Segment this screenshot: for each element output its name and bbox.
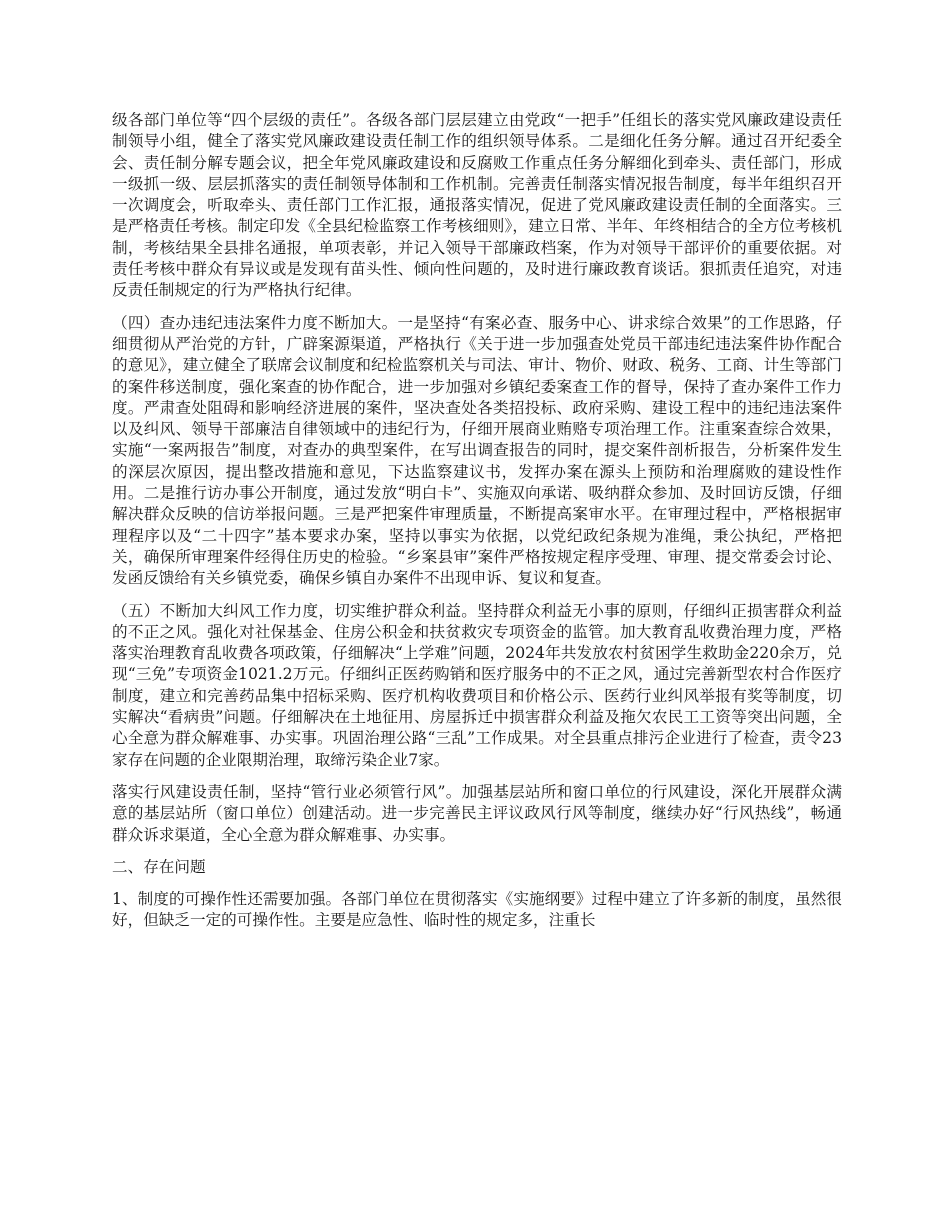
paragraph-responsibility-system: 级各部门单位等“四个层级的责任”。各级各部门层层建立由党政“一把手”任组长的落实党风廉政建设责任制领导小组，健全了落实党风廉政建设责任制工作的组织领导体系。二是细化任务分解。通过召开纪委全会、责任制分解专题会议，把全年党风廉政建设和反腐败工作重点任务分解细化到牵头、责任部门，形成一级抓一级、层层抓落实的责任制领导体制和工作机制。完善责任制落实情况报告制度，每半年组织召开一次调度会，听取牵头、责任部门工作汇报，通报落实情况，促进了党风廉政建设责任制的全面落实。三是严格责任考核。制定印发《全县纪检监察工作考核细则》，建立日常、半年、年终相结合的全方位考核机制，考核结果全县排名通报，单项表彰，并记入领导干部廉政档案，作为对领导干部评价的重要依据。对责任考核中群众有异议或是发现有苗头性、倾向性问题的，及时进行廉政教育谈话。狠抓责任追究，对违反责任制规定的行为严格执行纪律。	[112, 111, 842, 300]
paragraph-industry-conduct: 落实行风建设责任制，坚持“管行业必须管行风”。加强基层站所和窗口单位的行风建设，深化开展群众满意的基层站所（窗口单位）创建活动。进一步完善民主评议政风行风等制度，继续办好“行风热线”，畅通群众诉求渠道，全心全意为群众解难事、办实事。	[112, 782, 842, 844]
paragraph-rectify-malpractice: （五）不断加大纠风工作力度，切实维护群众利益。坚持群众利益无小事的原则，仔细纠正损害群众利益的不正之风。强化对社保基金、住房公积金和扶贫救灾专项资金的监管。加大教育乱收费治理力度，严格落实治理教育乱收费各项政策，仔细解决“上学难”问题，2024年共发放农村贫困学生救助金220余万，兑现“三免”专项资金1021.2万元。仔细纠正医药购销和医疗服务中的不正之风，通过完善新型农村合作医疗制度，建立和完善药品集中招标采购、医疗机构收费项目和价格公示、医药行业纠风举报有奖等制度，切实解决“看病贵”问题。仔细解决在土地征用、房屋拆迁中损害群众利益及拖欠农民工工资等突出问题，全心全意为群众解难事、办实事。巩固治理公路“三乱”工作成果。对全县重点排污企业进行了检查，责令23家存在问题的企业限期治理，取缔污染企业7家。	[112, 601, 842, 769]
paragraph-problem-1: 1、制度的可操作性还需要加强。各部门单位在贯彻落实《实施纲要》过程中建立了许多新的制度，虽然很好，但缺乏一定的可操作性。主要是应急性、临时性的规定多，注重长	[112, 890, 842, 930]
section-heading-problems: 二、存在问题	[112, 857, 206, 876]
document-body	[112, 110, 842, 943]
paragraph-case-investigation: （四）查办违纪违法案件力度不断加大。一是坚持“有案必查、服务中心、讲求综合效果”的工作思路，仔细贯彻从严治党的方针，广辟案源渠道，严格执行《关于进一步加强查处党员干部违纪违法案件协作配合的意见》，建立健全了联席会议制度和纪检监察机关与司法、审计、物价、财政、税务、工商、计生等部门的案件移送制度，强化案查的协作配合，进一步加强对乡镇纪委案查工作的督导，保持了查办案件工作力度。严肃查处阻碍和影响经济进展的案件，坚决查处各类招投标、政府采购、建设工程中的违纪违法案件以及纠风、领导干部廉洁自律领域中的违纪行为，仔细开展商业贿赂专项治理工作。注重案查综合效果，实施“一案两报告”制度，对查办的典型案件，在写出调查报告的同时，提交案件剖析报告，分析案件发生的深层次原因，提出整改措施和意见，下达监察建议书，发挥办案在源头上预防和治理腐败的建设性作用。二是推行访办事公开制度，通过发放“明白卡”、实施双向承诺、吸纳群众参加、及时回访反馈，仔细解决群众反映的信访举报问题。三是严把案件审理质量，不断提高案审水平。在审理过程中，严格根据审理程序以及“二十四字”基本要求办案，坚持以事实为依据，以党纪政纪条规为准绳，秉公执纪，严格把关，确保所审理案件经得住历史的检验。“乡案县审”案件严格按规定程序受理、审理、提交常委会讨论、发函反馈给有关乡镇党委，确保乡镇自办案件不出现申诉、复议和复查。	[112, 313, 842, 588]
